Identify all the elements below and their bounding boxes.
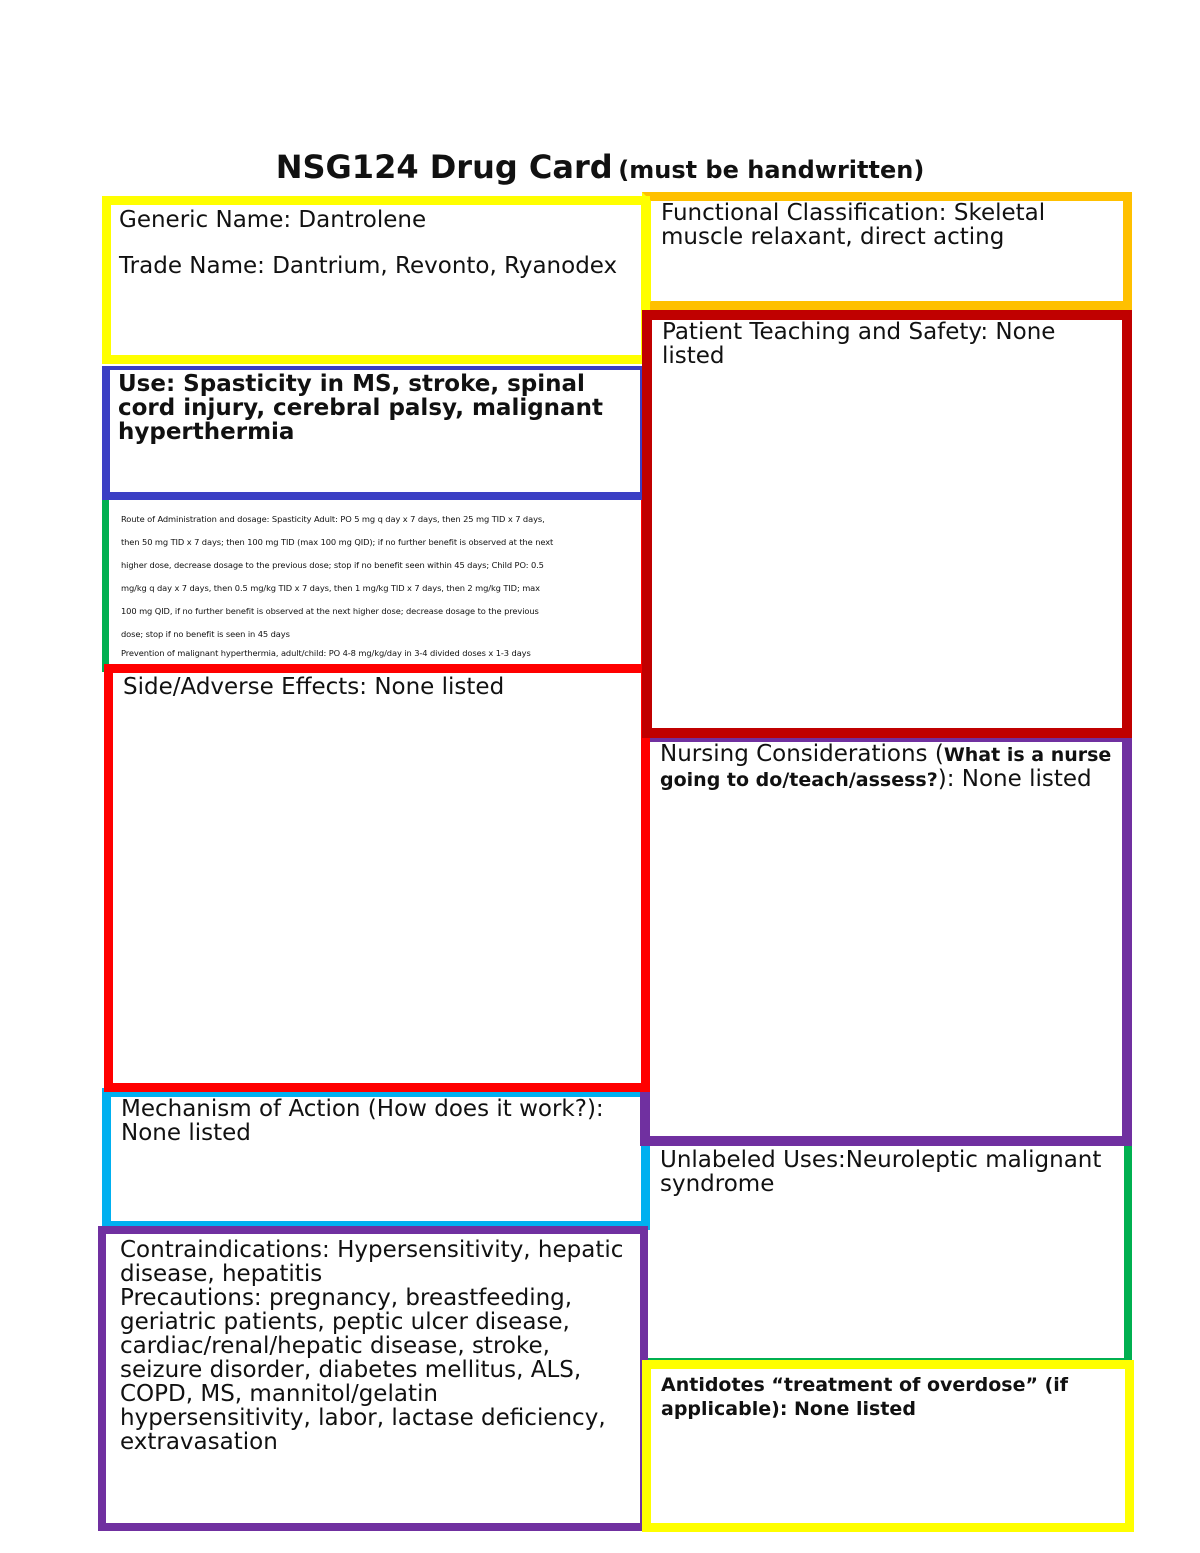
route-line: mg/kg q day x 7 days, then 0.5 mg/kg TID x 7 days, then 1 mg/kg TID x 7 days, then 2 mg/kg TID; max (121, 583, 540, 593)
patient-teaching-text: Patient Teaching and Safety: None listed (662, 319, 1056, 369)
trade-name: Trade Name: Dantrium, Revonto, Ryanodex (119, 253, 618, 279)
nursing-answer: ): None listed (937, 766, 1092, 792)
precautions-text: Precautions: pregnancy, breastfeeding, geriatric patients, peptic ulcer disease, cardiac/renal/hepatic disease, stroke, seizure disorder, diabetes mellitus, ALS, COPD, MS, mannitol/gelatin hypersensitivity, labor, lactase deficiency, extravasation (120, 1285, 606, 1455)
unlabeled-text: Unlabeled Uses:Neuroleptic malignant syndrome (660, 1147, 1102, 1197)
route-line-cut: Prevention of malignant hyperthermia, adult/child: PO 4-8 mg/kg/day in 3-4 divided doses x 1-3 days (121, 648, 531, 658)
route-lines (121, 508, 629, 658)
route-line: 100 mg QID, if no further benefit is observed at the next higher dose; decrease dosage to the previous (121, 606, 539, 616)
route-line: then 50 mg TID x 7 days; then 100 mg TID (max 100 mg QID); if no further benefit is observed at the next (121, 537, 554, 547)
antidotes-text: Antidotes “treatment of overdose” (if applicable): None listed (661, 1374, 1069, 1420)
use-box (102, 366, 648, 500)
generic-name: Generic Name: Dantrolene (119, 207, 427, 233)
route-line: higher dose, decrease dosage to the previous dose; stop if no benefit seen within 45 days; Child PO: 0.5 (121, 560, 544, 570)
contraindications-text: Contraindications: Hypersensitivity, hepatic disease, hepatitis (120, 1237, 624, 1287)
nursing-text (660, 742, 1112, 792)
functional-text: Functional Classification: Skeletal muscle relaxant, direct acting (661, 200, 1046, 250)
route-line: dose; stop if no benefit is seen in 45 days (121, 629, 290, 639)
side-effects-text: Side/Adverse Effects: None listed (123, 674, 505, 700)
mechanism-box (102, 1088, 650, 1230)
route-line: Route of Administration and dosage: Spasticity Adult: PO 5 mg q day x 7 days, then 25 mg TID x 7 days, (121, 514, 545, 524)
nursing-considerations-box (640, 732, 1132, 1146)
page-title (0, 148, 1200, 186)
unlabeled-uses-box (640, 1140, 1132, 1366)
mechanism-text: Mechanism of Action (How does it work?): None listed (121, 1096, 604, 1146)
title-subtitle: (must be handwritten) (618, 156, 925, 184)
side-effects-box (104, 664, 650, 1092)
functional-classification-box (642, 192, 1132, 310)
antidotes-box (642, 1360, 1134, 1532)
nursing-label: Nursing Considerations ( (660, 741, 944, 767)
title-main: NSG124 Drug Card (275, 148, 613, 186)
contraindications-box (98, 1226, 648, 1531)
nursing-question: What is a nurse going to do/teach/assess? (660, 744, 1112, 791)
use-text: Use: Spasticity in MS, stroke, spinal cord injury, cerebral palsy, malignant hyperthermia (118, 371, 603, 445)
patient-teaching-box (642, 310, 1132, 738)
generic-trade-name-box (102, 196, 650, 364)
route-dosage-box (102, 500, 648, 672)
